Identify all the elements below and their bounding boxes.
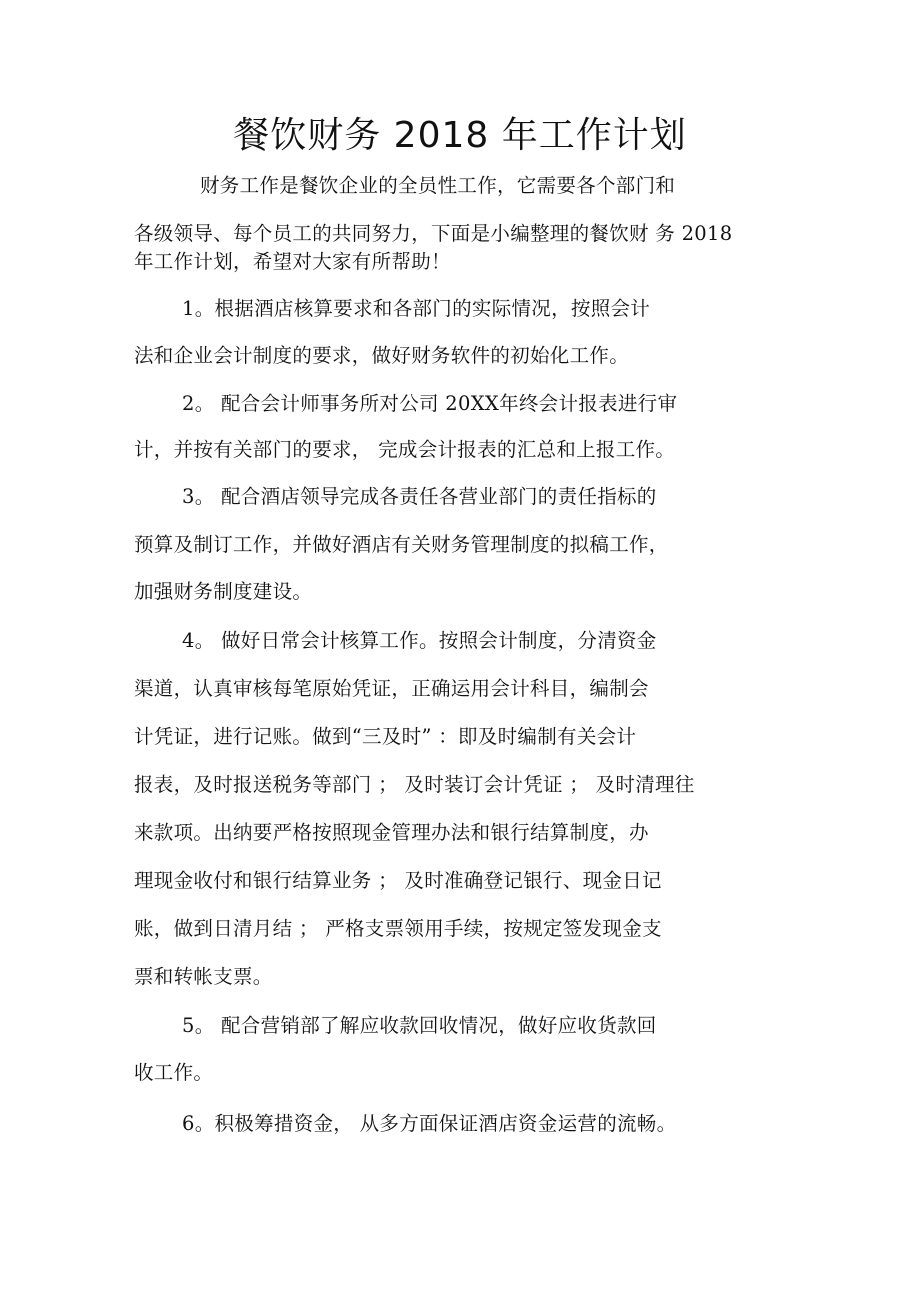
item-4-line: 来款项。出纳要严格按照现金管理办法和银行结算制度，办 [134,821,649,844]
item-3-line: 预算及制订工作，并做好酒店有关财务管理制度的拟稿工作， [134,533,669,556]
item-4-line: 渠道，认真审核每笔原始凭证，正确运用会计科目，编制会 [134,677,649,700]
item-4-line: 计凭证，进行记账。做到“三及时” ：即及时编制有关会计 [134,725,637,748]
item-4-line: 理现金收付和银行结算业务 ； 及时准确登记银行、现金日记 [134,869,662,892]
intro-line: 年工作计划，希望对大家有所帮助！ [134,250,451,273]
item-4-line: 票和转帐支票。 [134,965,273,988]
intro-line: 财务工作是餐饮企业的全员性工作，它需要各个部门和 [200,174,676,197]
intro-line: 各级领导、每个员工的共同努力，下面是小编整理的餐饮财 务 2018 [134,222,733,245]
item-4-line: 账，做到日清月结 ； 严格支票领用手续，按规定签发现金支 [134,917,662,940]
item-4-line: 4。 做好日常会计核算工作。按照会计制度，分清资金 [182,629,657,652]
item-5-line: 收工作。 [134,1061,214,1084]
item-1-line: 法和企业会计制度的要求，做好财务软件的初始化工作。 [134,344,630,367]
document-title: 餐饮财务 2018 年工作计划 [233,115,687,156]
item-6-line: 6。积极筹措资金， 从多方面保证酒店资金运营的流畅。 [182,1112,677,1135]
item-5-line: 5。 配合营销部了解应收款回收情况，做好应收货款回 [182,1014,657,1037]
item-4-line: 报表，及时报送税务等部门 ； 及时装订会计凭证 ； 及时清理往 [134,773,695,796]
item-3-line: 3。 配合酒店领导完成各责任各营业部门的责任指标的 [182,485,657,508]
item-1-line: 1。根据酒店核算要求和各部门的实际情况，按照会计 [182,297,651,320]
item-3-line: 加强财务制度建设。 [134,580,313,603]
item-2-line: 2。 配合会计师事务所对公司 20XX年终会计报表进行审 [182,392,678,415]
item-2-line: 计，并按有关部门的要求， 完成会计报表的汇总和上报工作。 [134,438,676,461]
